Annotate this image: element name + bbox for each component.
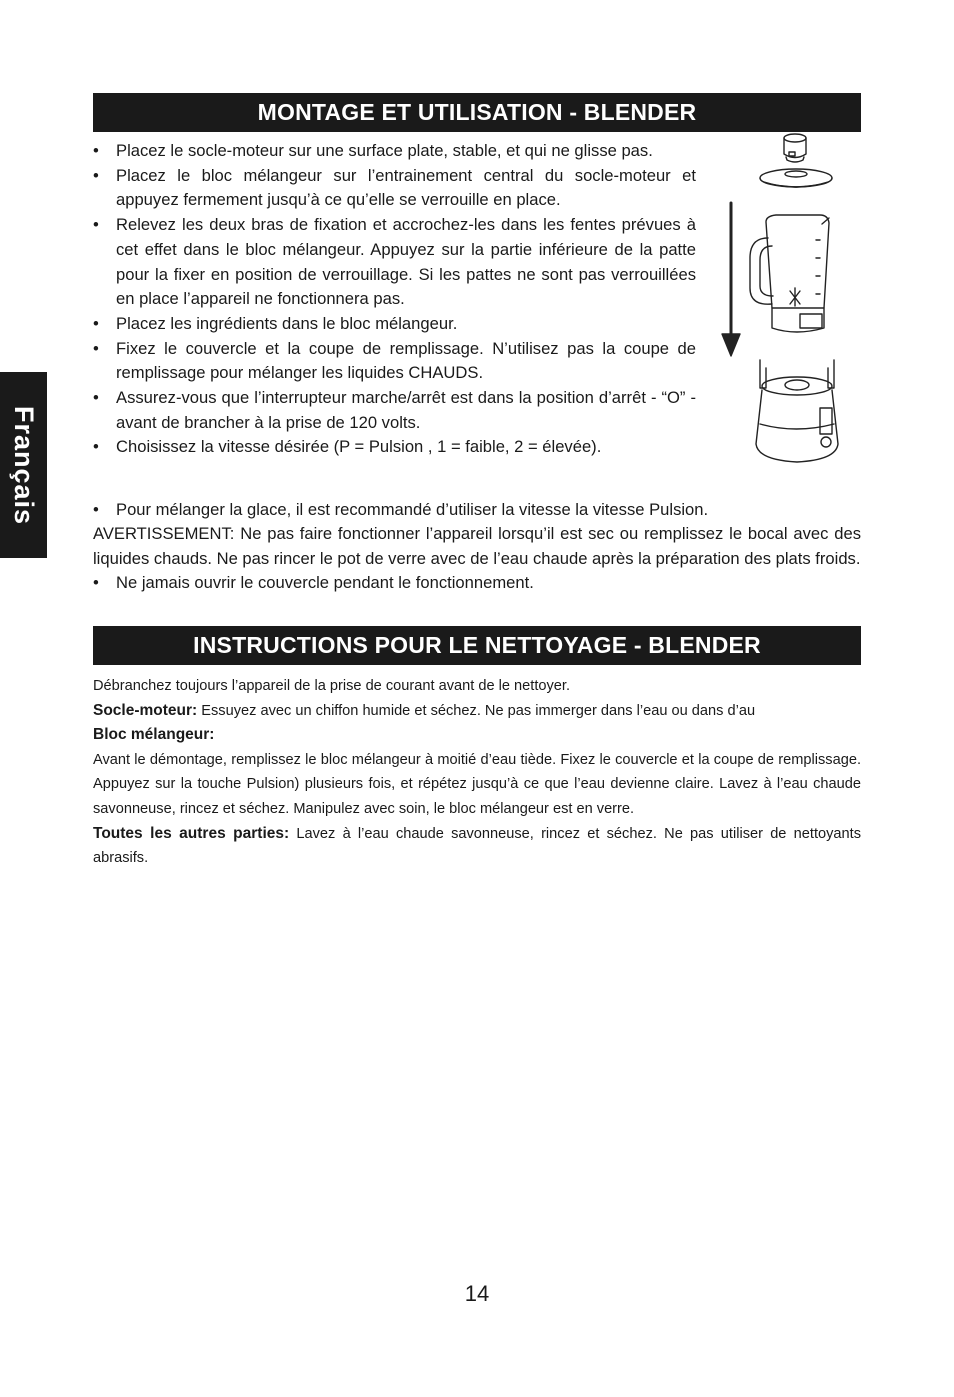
language-label: Français: [9, 405, 39, 525]
list-item: • Fixez le couvercle et la coupe de remplissage. N’utilisez pas la coupe de remplissage pour mélanger les liquides CHAUDS.: [93, 337, 696, 386]
blender-jar-icon: [750, 215, 829, 332]
page-number: 14: [464, 1281, 490, 1306]
list-item: • Placez le socle-moteur sur une surface plate, stable, et qui ne glisse pas.: [93, 139, 696, 164]
list-item: • Ne jamais ouvrir le couvercle pendant le fonctionnement.: [93, 571, 861, 596]
list-item: • Relevez les deux bras de fixation et accrochez-les dans les fentes prévues à cet effet dans le bloc mélangeur. Appuyez sur la partie inférieure de la patte pour la fixer en position de verrouillage. Si les pattes ne sont pas verrouillées en place l’appareil ne fonctionnera pas.: [93, 213, 696, 312]
other-parts-paragraph: [93, 822, 861, 871]
usage-notes-list: [93, 498, 861, 523]
list-item: • Choisissez la vitesse désirée (P = Pulsion , 1 = faible, 2 = élevée).: [93, 435, 696, 460]
list-item: • Assurez-vous que l’interrupteur marche/arrêt est dans la position d’arrêt - “O” - avant de brancher à la prise de 120 volts.: [93, 386, 696, 435]
section-title-assembly: MONTAGE ET UTILISATION - BLENDER: [93, 93, 861, 132]
warning-block: [93, 522, 861, 596]
jar-label-paragraph: [93, 723, 861, 748]
down-arrow-icon: [722, 203, 740, 356]
language-tab: [0, 372, 47, 558]
warning-text: AVERTISSEMENT: Ne pas faire fonctionner l’appareil lorsqu’il est sec ou remplissez le bocal avec des liquides chauds. Ne pas rincer le pot de verre avec de l’eau chaude après la préparation des plats froids.: [93, 524, 861, 568]
other-parts-label: Toutes les autres parties:: [93, 824, 290, 842]
section-title-cleaning: INSTRUCTIONS POUR LE NETTOYAGE - BLENDER: [93, 626, 861, 665]
motor-base-paragraph: [93, 699, 861, 724]
list-item: • Pour mélanger la glace, il est recommandé d’utiliser la vitesse la vitesse Pulsion.: [93, 498, 861, 523]
list-item: • Placez les ingrédients dans le bloc mélangeur.: [93, 312, 696, 337]
cleaning-instructions: [93, 674, 861, 871]
lid-note-list: [93, 571, 861, 596]
jar-text: Avant le démontage, remplissez le bloc mélangeur à moitié d’eau tiède. Fixez le couvercle et la coupe de remplissage. Appuyez sur la touche Pulsion) plusieurs fois, et répétez jusqu’à ce que l’eau devienne claire. Lavez à l’eau chaude savonneuse, rincez et séchez. Manipulez avec soin, le bloc mélangeur est en verre.: [93, 751, 861, 817]
other-parts-text: Lavez à l’eau chaude savonneuse, rincez et séchez. Ne pas utiliser de nettoyants abrasifs.: [93, 825, 861, 867]
filler-cap-icon: [784, 134, 806, 162]
jar-label: Bloc mélangeur:: [93, 726, 215, 744]
motor-base-text: Essuyez avec un chiffon humide et séchez. Ne pas immerger dans l’eau ou dans d’au: [197, 702, 756, 719]
list-item: • Placez le bloc mélangeur sur l’entrainement central du socle-moteur et appuyez fermement jusqu’à ce qu’elle se verrouille en place.: [93, 164, 696, 213]
cleaning-intro: Débranchez toujours l’appareil de la prise de courant avant de le nettoyer.: [93, 678, 571, 694]
motor-base-icon: [756, 360, 838, 462]
assembly-steps-list: [93, 139, 696, 460]
lid-icon: [760, 169, 832, 187]
motor-base-label: Socle-moteur:: [93, 701, 198, 719]
blender-assembly-illustration: [716, 128, 866, 473]
